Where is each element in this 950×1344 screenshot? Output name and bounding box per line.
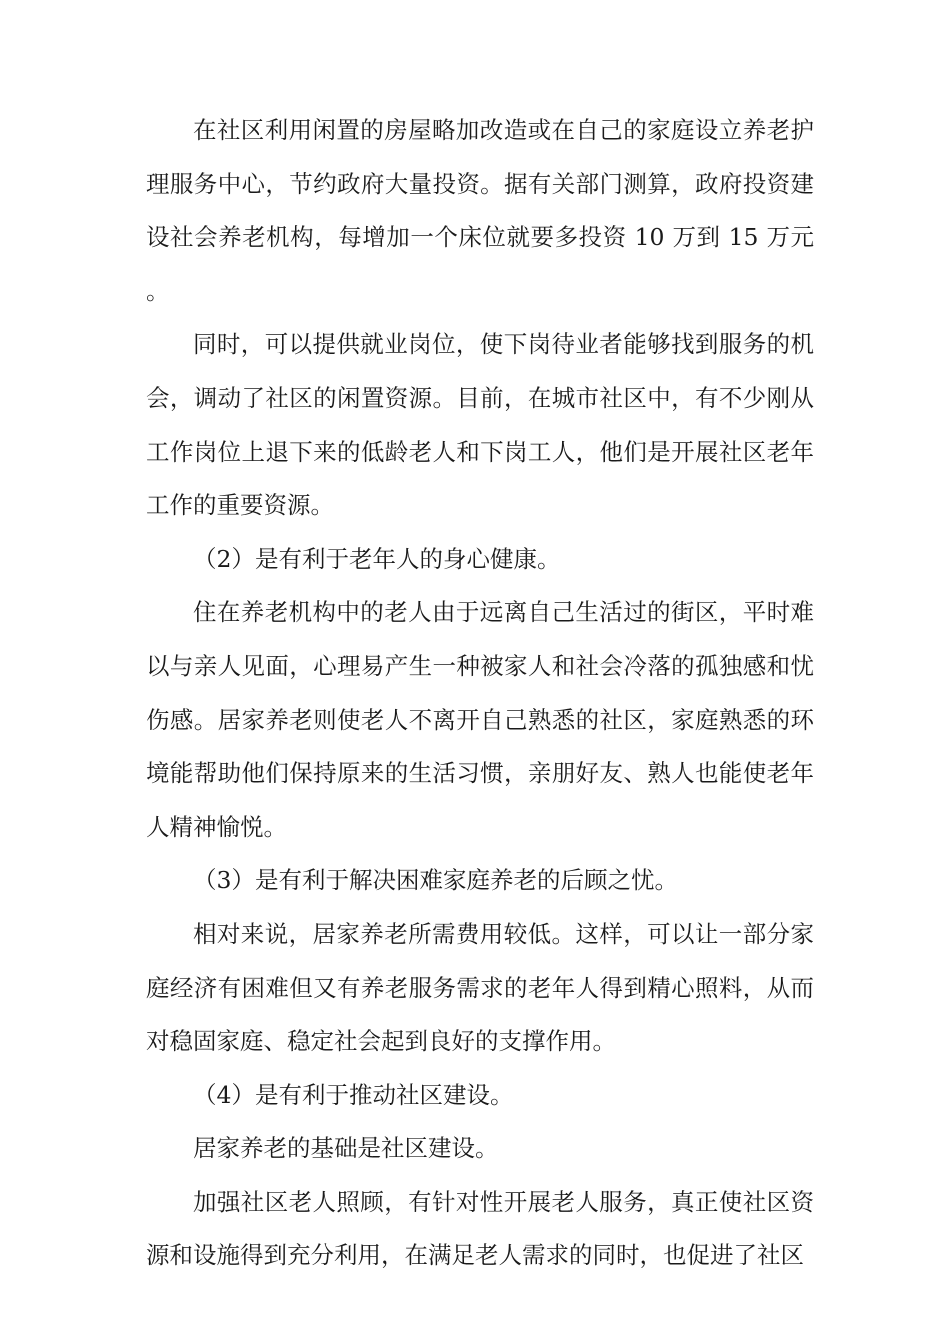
document-body <box>146 104 814 1283</box>
paragraph-employment: 同时，可以提供就业岗位，使下岗待业者能够找到服务的机会，调动了社区的闲置资源。目前，在城市社区中，有不少刚从工作岗位上退下来的低龄老人和下岗工人，他们是开展社区老年工作的重要资源。 <box>146 330 814 520</box>
paragraph-foundation: 居家养老的基础是社区建设。 <box>193 1134 499 1163</box>
paragraph-cost: 相对来说，居家养老所需费用较低。这样，可以让一部分家庭经济有困难但又有养老服务需求的老年人得到精心照料，从而对稳固家庭、稳定社会起到良好的支撑作用。 <box>146 919 814 1056</box>
paragraph-savings: 在社区利用闲置的房屋略加改造或在自己的家庭设立养老护理服务中心，节约政府大量投资。据有关部门测算，政府投资建设社会养老机构，每增加一个床位就要多投资 10 万到 15 万元。 <box>146 116 814 305</box>
paragraph-health: 住在养老机构中的老人由于远离自己生活过的街区，平时难以与亲人见面，心理易产生一种被家人和社会冷落的孤独感和忧伤感。居家养老则使老人不离开自己熟悉的社区，家庭熟悉的环境能帮助他们保持原来的生活习惯，亲朋好友、熟人也能使老年人精神愉悦。 <box>146 598 814 841</box>
heading-point-4: （4）是有利于推动社区建设。 <box>193 1080 514 1109</box>
heading-point-2: （2）是有利于老年人的身心健康。 <box>193 544 561 573</box>
paragraph-community-care: 加强社区老人照顾，有针对性开展老人服务，真正使社区资源和设施得到充分利用，在满足老人需求的同时，也促进了社区 <box>146 1187 814 1270</box>
heading-point-3: （3）是有利于解决困难家庭养老的后顾之忧。 <box>193 866 678 895</box>
